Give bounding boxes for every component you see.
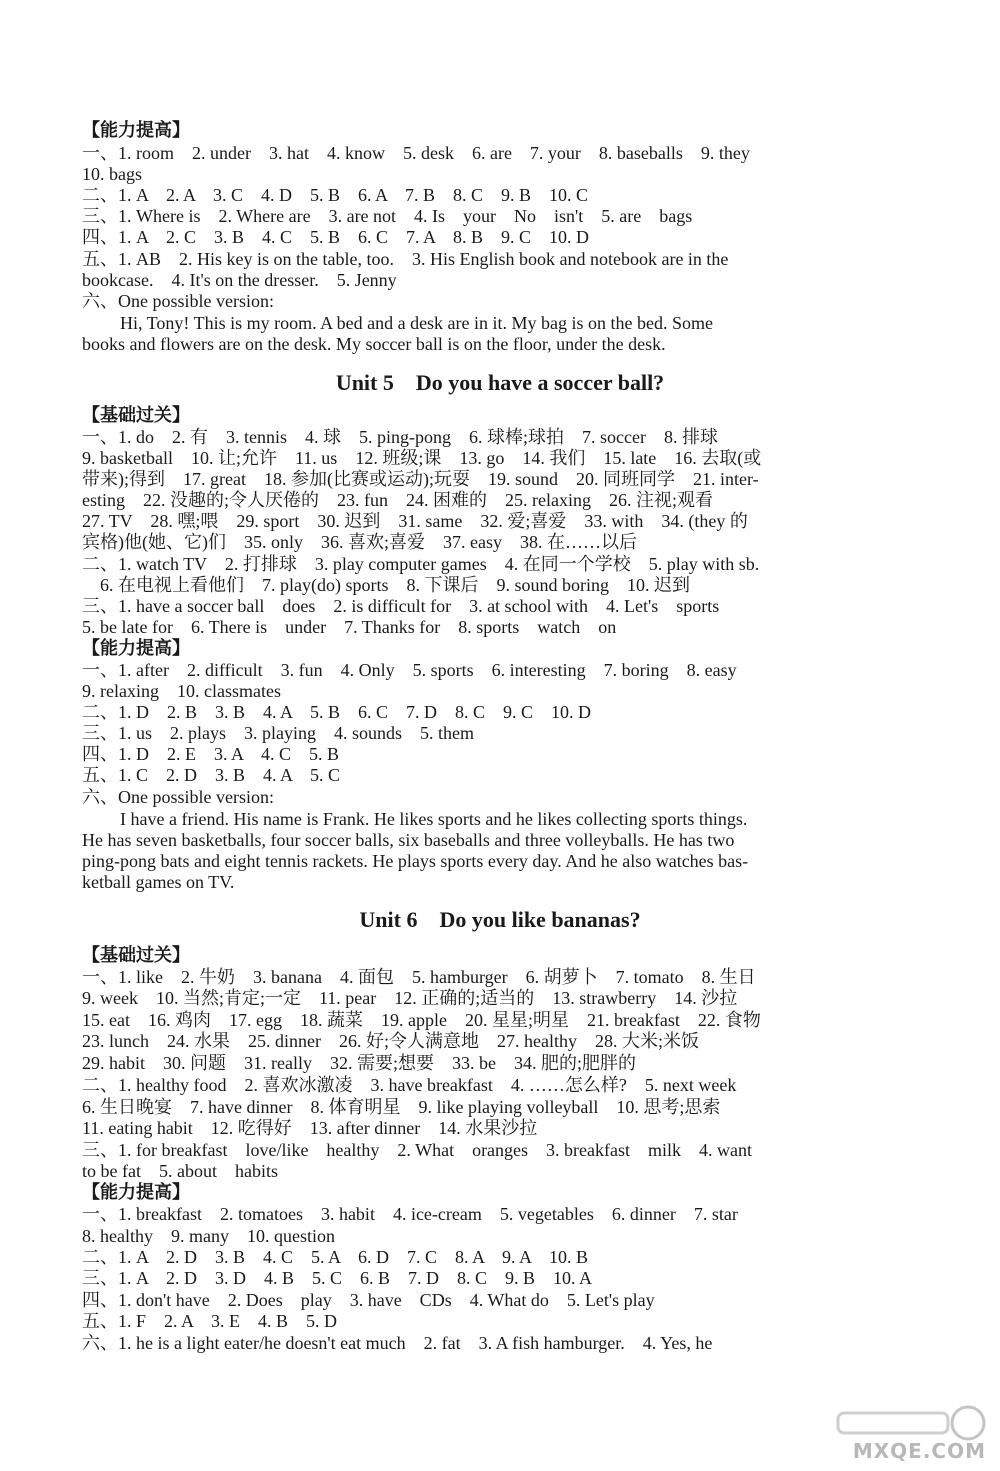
answer-line: 二、1. D 2. B 3. B 4. A 5. B 6. C 7. D 8. C 9. C 10. D: [82, 702, 592, 722]
answer-line: 三、1. for breakfast love/like healthy 2. What oranges 3. breakfast milk 4. want: [82, 1140, 752, 1160]
answer-line: 三、1. us 2. plays 3. playing 4. sounds 5. them: [82, 723, 474, 743]
answer-line: 23. lunch 24. 水果 25. dinner 26. 好;令人满意地 27. healthy 28. 大米;米饭: [82, 1031, 699, 1051]
answer-line: 8. healthy 9. many 10. question: [82, 1226, 335, 1246]
answer-line: 一、1. like 2. 牛奶 3. banana 4. 面包 5. hamburger 6. 胡萝卜 7. tomato 8. 生日: [82, 967, 756, 987]
answer-line: 9. week 10. 当然;肯定;一定 11. pear 12. 正确的;适当的 13. strawberry 14. 沙拉: [82, 988, 738, 1008]
answer-line: 一、1. do 2. 有 3. tennis 4. 球 5. ping-pong 6. 球棒;球拍 7. soccer 8. 排球: [82, 427, 718, 447]
answer-line: 四、1. A 2. C 3. B 4. C 5. B 6. C 7. A 8. B 9. C 10. D: [82, 227, 590, 247]
answer-line: 一、1. after 2. difficult 3. fun 4. Only 5. sports 6. interesting 7. boring 8. easy: [82, 660, 737, 680]
answer-line: 五、1. AB 2. His key is on the table, too. 3. His English book and notebook are in the: [82, 249, 729, 269]
essay-line: ketball games on TV.: [82, 872, 235, 892]
answer-line: 29. habit 30. 问题 31. really 32. 需要;想要 33. be 34. 肥的;肥胖的: [82, 1053, 636, 1073]
answer-line: 四、1. D 2. E 3. A 4. C 5. B: [82, 744, 340, 764]
answer-line: 四、1. don't have 2. Does play 3. have CDs 4. What do 5. Let's play: [82, 1290, 655, 1310]
answer-line: 六、One possible version:: [82, 787, 274, 807]
answer-line: 六、One possible version:: [82, 291, 274, 311]
answer-line: 五、1. F 2. A 3. E 4. B 5. D: [82, 1311, 338, 1331]
answer-line: 五、1. C 2. D 3. B 4. A 5. C: [82, 765, 341, 785]
answer-line: 6. 在电视上看他们 7. play(do) sports 8. 下课后 9. sound boring 10. 迟到: [100, 575, 690, 595]
essay-line: books and flowers are on the desk. My soccer ball is on the floor, under the desk.: [82, 334, 666, 354]
answer-line: 二、1. A 2. A 3. C 4. D 5. B 6. A 7. B 8. C 9. B 10. C: [82, 185, 589, 205]
answer-line: 二、1. A 2. D 3. B 4. C 5. A 6. D 7. C 8. A 9. A 10. B: [82, 1247, 589, 1267]
section-heading-basic: 【基础过关】: [82, 405, 190, 425]
answer-line: to be fat 5. about habits: [82, 1161, 278, 1181]
answer-line: 一、1. room 2. under 3. hat 4. know 5. desk 6. are 7. your 8. baseballs 9. they: [82, 143, 750, 163]
answer-line: 二、1. healthy food 2. 喜欢冰激凌 3. have breakfast 4. ……怎么样? 5. next week: [82, 1075, 737, 1095]
answer-line: 带来);得到 17. great 18. 参加(比赛或运动);玩耍 19. sound 20. 同班同学 21. inter-: [82, 469, 759, 489]
answer-line: 9. relaxing 10. classmates: [82, 681, 281, 701]
answer-line: 5. be late for 6. There is under 7. Thanks for 8. sports watch on: [82, 617, 617, 637]
answer-line: 三、1. Where is 2. Where are 3. are not 4. Is your No isn't 5. are bags: [82, 206, 693, 226]
unit-title: Unit 5 Do you have a soccer ball?: [335, 370, 665, 395]
section-heading-ability: 【能力提高】: [82, 1182, 190, 1202]
answer-line: 六、1. he is a light eater/he doesn't eat much 2. fat 3. A fish hamburger. 4. Yes, he: [82, 1333, 713, 1353]
answer-line: 6. 生日晚宴 7. have dinner 8. 体育明星 9. like playing volleyball 10. 思考;思索: [82, 1097, 721, 1117]
answer-line: 三、1. have a soccer ball does 2. is difficult for 3. at school with 4. Let's sports: [82, 596, 720, 616]
answer-line: 一、1. breakfast 2. tomatoes 3. habit 4. ice-cream 5. vegetables 6. dinner 7. star: [82, 1204, 738, 1224]
section-heading-ability: 【能力提高】: [82, 638, 190, 658]
essay-line: I have a friend. His name is Frank. He likes sports and he likes collecting sports things.: [120, 809, 748, 829]
answer-line: 10. bags: [82, 164, 142, 184]
section-heading-ability: 【能力提高】: [82, 120, 190, 140]
answer-line: esting 22. 没趣的;令人厌倦的 23. fun 24. 困难的 25. relaxing 26. 注视;观看: [82, 490, 713, 510]
essay-line: Hi, Tony! This is my room. A bed and a desk are in it. My bag is on the bed. Some: [120, 313, 714, 333]
answer-line: 三、1. A 2. D 3. D 4. B 5. C 6. B 7. D 8. C 9. B 10. A: [82, 1268, 593, 1288]
answer-line: 宾格)他(她、它)们 35. only 36. 喜欢;喜爱 37. easy 38. 在……以后: [82, 532, 637, 552]
answer-line: 11. eating habit 12. 吃得好 13. after dinner 14. 水果沙拉: [82, 1118, 538, 1138]
section-heading-basic: 【基础过关】: [82, 945, 190, 965]
answer-line: bookcase. 4. It's on the dresser. 5. Jenny: [82, 270, 397, 290]
answer-line: 9. basketball 10. 让;允许 11. us 12. 班级;课 13. go 14. 我们 15. late 16. 去取(或: [82, 448, 762, 468]
answer-line: 27. TV 28. 嘿;喂 29. sport 30. 迟到 31. same 32. 爱;喜爱 33. with 34. (they 的: [82, 511, 748, 531]
answer-line: 二、1. watch TV 2. 打排球 3. play computer games 4. 在同一个学校 5. play with sb.: [82, 554, 760, 574]
unit-title: Unit 6 Do you like bananas?: [359, 907, 641, 932]
watermark-text: MXQE.COM: [852, 1439, 986, 1463]
essay-line: He has seven basketballs, four soccer balls, six baseballs and three volleyballs. He has two: [82, 830, 735, 850]
answer-line: 15. eat 16. 鸡肉 17. egg 18. 蔬菜 19. apple 20. 星星;明星 21. breakfast 22. 食物: [82, 1010, 761, 1030]
essay-line: ping-pong bats and eight tennis rackets. He plays sports every day. And he also watches bas-: [82, 851, 749, 871]
